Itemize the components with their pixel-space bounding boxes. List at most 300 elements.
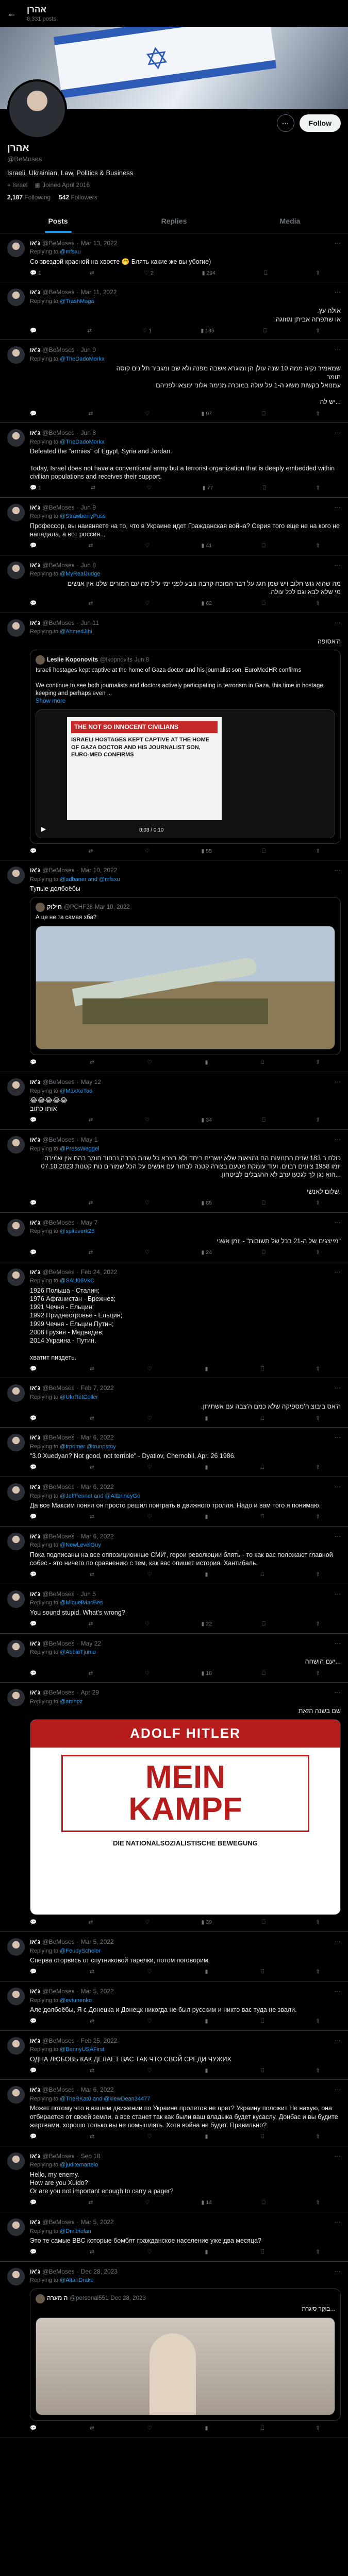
reply-button[interactable] <box>30 1571 38 1579</box>
retweet-button[interactable] <box>90 2133 96 2141</box>
like-button[interactable] <box>146 485 153 492</box>
tweet-date[interactable]: Mar 6, 2022 <box>80 2086 114 2094</box>
views-button[interactable]: ▮ 294 <box>202 269 216 276</box>
share-button[interactable] <box>316 270 320 277</box>
tweet-date[interactable]: Mar 6, 2022 <box>80 1483 114 1490</box>
tweet-date[interactable]: Jun 11 <box>80 619 99 626</box>
tweet[interactable] <box>0 613 348 860</box>
show-more-link[interactable]: Show more <box>36 698 66 704</box>
more-icon[interactable]: ⋯ <box>335 503 341 511</box>
like-button[interactable] <box>145 543 151 550</box>
author-name[interactable]: ג'אוּ <box>30 561 41 569</box>
share-button[interactable] <box>316 600 320 607</box>
share-button[interactable] <box>316 485 320 492</box>
reply-button[interactable] <box>30 1249 38 1257</box>
like-button[interactable] <box>147 2067 153 2075</box>
share-button[interactable] <box>316 1059 320 1066</box>
views-button[interactable] <box>205 1969 210 1976</box>
tweet[interactable] <box>0 340 348 423</box>
more-icon[interactable]: ⋯ <box>335 2267 341 2275</box>
more-icon[interactable]: ⋯ <box>335 619 341 626</box>
share-button[interactable] <box>316 2018 320 2025</box>
tweet-date[interactable]: May 1 <box>80 1136 98 1144</box>
like-button[interactable] <box>147 1464 153 1471</box>
retweet-button[interactable] <box>87 328 93 335</box>
author-name[interactable]: ג'אוּ <box>30 1987 41 1995</box>
tweet[interactable] <box>0 1932 348 1981</box>
retweet-button[interactable] <box>90 1059 96 1066</box>
like-button[interactable] <box>147 1059 153 1066</box>
avatar[interactable] <box>7 1384 25 1402</box>
author-name[interactable]: ג'אוּ <box>30 1689 41 1697</box>
retweet-button[interactable] <box>90 1366 96 1373</box>
tweet-date[interactable]: Apr 29 <box>80 1689 99 1697</box>
avatar[interactable] <box>7 429 25 447</box>
views-button[interactable]: ▮ 62 <box>201 600 212 607</box>
bookmark-button[interactable] <box>261 1366 264 1373</box>
views-button[interactable]: ▮ 24 <box>201 1249 212 1256</box>
like-button[interactable] <box>145 1670 151 1677</box>
tweet[interactable] <box>0 1584 348 1634</box>
avatar[interactable] <box>7 2153 25 2170</box>
bookmark-button[interactable] <box>262 543 265 550</box>
views-button[interactable]: ▮ 34 <box>201 1117 212 1124</box>
tweet-date[interactable]: Jun 5 <box>80 1590 96 1598</box>
tweet[interactable] <box>0 2080 348 2146</box>
tweet-date[interactable]: Jun 8 <box>80 561 96 569</box>
bookmark-button[interactable] <box>262 1621 265 1628</box>
retweet-button[interactable] <box>90 1969 96 1976</box>
book-cover-image[interactable]: ADOLF HITLER MEIN KAMPF DIE NATIONALSOZIALISTISCHE BEWEGUNG <box>30 1719 341 1915</box>
tweet-date[interactable]: Jun 9 <box>80 346 96 354</box>
retweet-button[interactable] <box>91 485 97 492</box>
bookmark-button[interactable] <box>261 1514 264 1521</box>
retweet-button[interactable] <box>90 2249 96 2256</box>
reply-button[interactable]: 💬 1 <box>30 485 41 492</box>
avatar[interactable] <box>7 1988 25 2005</box>
author-name[interactable]: ג'אוּ <box>30 239 41 247</box>
views-button[interactable]: ▮ 18 <box>201 1670 212 1676</box>
tweet[interactable] <box>0 1981 348 2031</box>
retweet-button[interactable] <box>88 848 94 855</box>
share-button[interactable] <box>316 2249 320 2256</box>
views-button[interactable]: ▮ 97 <box>201 410 212 417</box>
more-icon[interactable]: ⋯ <box>335 2152 341 2160</box>
bookmark-button[interactable] <box>263 328 267 335</box>
author-name[interactable]: ג'אוּ <box>30 429 41 437</box>
tweet-date[interactable]: Mar 5, 2022 <box>80 1987 114 1995</box>
author-name[interactable]: ג'אוּ <box>30 2037 41 2044</box>
bookmark-button[interactable] <box>261 1464 264 1471</box>
share-button[interactable] <box>316 848 320 855</box>
share-button[interactable] <box>316 2425 320 2432</box>
quoted-post[interactable] <box>30 2289 341 2421</box>
avatar[interactable] <box>7 346 25 364</box>
reply-button[interactable] <box>30 1514 38 1521</box>
tweet[interactable] <box>0 1072 348 1130</box>
share-button[interactable] <box>316 1249 320 1257</box>
author-name[interactable]: ג'אוּ <box>30 346 41 354</box>
more-icon[interactable]: ⋯ <box>335 1434 341 1442</box>
reply-button[interactable] <box>30 1464 38 1471</box>
tweet[interactable] <box>0 2212 348 2262</box>
author-name[interactable]: ג'אוּ <box>30 1434 41 1442</box>
tweet[interactable] <box>0 1683 348 1932</box>
views-button[interactable]: ▮ 135 <box>201 327 214 334</box>
more-icon[interactable]: ⋯ <box>335 1136 341 1144</box>
quoted-video[interactable] <box>36 709 335 838</box>
tweet[interactable] <box>0 498 348 555</box>
like-button[interactable] <box>145 1200 151 1207</box>
tweet[interactable] <box>0 1378 348 1428</box>
reply-button[interactable] <box>30 1059 38 1066</box>
share-button[interactable] <box>316 2199 320 2207</box>
avatar[interactable] <box>7 2037 25 2055</box>
retweet-button[interactable] <box>88 1200 94 1207</box>
more-icon[interactable]: ⋯ <box>335 1483 341 1490</box>
retweet-button[interactable] <box>88 1919 94 1926</box>
play-icon[interactable]: ▶ <box>41 825 46 833</box>
reply-button[interactable] <box>30 2249 38 2256</box>
more-options-icon[interactable]: ⋯ <box>277 114 294 132</box>
like-button[interactable] <box>147 1514 153 1521</box>
bookmark-button[interactable] <box>261 2018 264 2025</box>
more-icon[interactable]: ⋯ <box>335 1532 341 1540</box>
views-button[interactable] <box>205 1571 210 1579</box>
like-button[interactable] <box>147 1415 153 1422</box>
reply-button[interactable] <box>30 1117 38 1124</box>
share-button[interactable] <box>316 1366 320 1373</box>
share-button[interactable] <box>316 543 320 550</box>
like-button[interactable] <box>147 2133 153 2141</box>
like-button[interactable] <box>145 411 151 418</box>
bookmark-button[interactable] <box>261 2133 264 2141</box>
author-name[interactable]: ג'אוּ <box>30 1218 41 1226</box>
avatar[interactable] <box>7 1590 25 1608</box>
retweet-button[interactable] <box>88 543 94 550</box>
bookmark-button[interactable] <box>262 1670 265 1677</box>
share-button[interactable] <box>316 2133 320 2141</box>
like-button[interactable]: ♡ 1 <box>142 327 152 334</box>
bookmark-button[interactable] <box>262 600 265 607</box>
views-button[interactable]: ▮ 85 <box>201 1200 212 1207</box>
tweet-date[interactable]: May 12 <box>80 1078 101 1086</box>
tweet-date[interactable]: Jun 9 <box>80 503 96 511</box>
more-icon[interactable]: ⋯ <box>335 1384 341 1392</box>
like-button[interactable] <box>145 1249 151 1257</box>
views-button[interactable] <box>205 1514 210 1521</box>
views-button[interactable]: ▮ 77 <box>202 485 213 492</box>
reply-button[interactable] <box>30 600 38 607</box>
author-name[interactable]: ג'אוּ <box>30 1532 41 1540</box>
reply-button[interactable] <box>30 2199 38 2207</box>
bookmark-button[interactable] <box>264 270 267 277</box>
bookmark-button[interactable] <box>262 411 265 418</box>
views-button[interactable] <box>205 1464 210 1471</box>
like-button[interactable] <box>147 1366 153 1373</box>
views-button[interactable] <box>205 1415 210 1422</box>
author-name[interactable]: ג'אוּ <box>30 1078 41 1086</box>
tweet-date[interactable]: May 7 <box>80 1218 98 1226</box>
avatar[interactable] <box>7 240 25 257</box>
tweet-date[interactable]: Mar 13, 2022 <box>80 239 118 247</box>
tweet[interactable] <box>0 1634 348 1683</box>
quoted-post[interactable] <box>30 897 341 1055</box>
avatar[interactable] <box>7 867 25 884</box>
author-name[interactable]: ג'אוּ <box>30 2218 41 2226</box>
bookmark-button[interactable] <box>261 2067 264 2075</box>
share-button[interactable] <box>316 1415 320 1422</box>
avatar[interactable] <box>7 1483 25 1501</box>
share-button[interactable] <box>316 1117 320 1124</box>
avatar[interactable] <box>7 1938 25 1956</box>
reply-button[interactable] <box>30 1366 38 1373</box>
retweet-button[interactable] <box>90 1464 96 1471</box>
more-icon[interactable]: ⋯ <box>335 1268 341 1276</box>
author-name[interactable]: ג'אוּ <box>30 503 41 511</box>
more-icon[interactable]: ⋯ <box>335 867 341 874</box>
views-button[interactable]: ▮ 41 <box>201 543 212 549</box>
tweet[interactable] <box>0 1262 348 1379</box>
tweet-date[interactable]: Feb 25, 2022 <box>80 2037 118 2044</box>
tweet[interactable] <box>0 1527 348 1584</box>
more-icon[interactable]: ⋯ <box>335 289 341 296</box>
back-arrow-icon[interactable]: ← <box>7 8 16 19</box>
tweet-date[interactable]: Feb 7, 2022 <box>80 1384 114 1392</box>
bookmark-button[interactable] <box>262 1249 265 1257</box>
retweet-button[interactable] <box>90 2018 96 2025</box>
like-button[interactable] <box>147 2249 153 2256</box>
tweet[interactable] <box>0 2262 348 2437</box>
share-button[interactable] <box>316 1919 320 1926</box>
like-button[interactable]: ♡ 2 <box>144 269 154 276</box>
more-icon[interactable]: ⋯ <box>335 1639 341 1647</box>
bookmark-button[interactable] <box>262 1117 265 1124</box>
more-icon[interactable]: ⋯ <box>335 1078 341 1086</box>
more-icon[interactable]: ⋯ <box>335 1987 341 1995</box>
bookmark-button[interactable] <box>262 1919 265 1926</box>
like-button[interactable] <box>147 1969 153 1976</box>
author-name[interactable]: ג'אוּ <box>30 1938 41 1946</box>
tweet-date[interactable]: Feb 24, 2022 <box>80 1268 118 1276</box>
share-button[interactable] <box>316 1200 320 1207</box>
more-icon[interactable]: ⋯ <box>335 1689 341 1697</box>
tweet-date[interactable]: Mar 11, 2022 <box>80 289 117 296</box>
retweet-button[interactable] <box>88 1621 94 1628</box>
tweet-date[interactable]: Sep 18 <box>80 2152 101 2160</box>
reply-button[interactable] <box>30 1670 38 1677</box>
retweet-button[interactable] <box>90 1571 96 1579</box>
tweet-date[interactable]: Mar 6, 2022 <box>80 1434 114 1442</box>
retweet-button[interactable] <box>88 600 94 607</box>
like-button[interactable] <box>147 1571 153 1579</box>
views-button[interactable]: ▮ 22 <box>201 1620 212 1627</box>
share-button[interactable] <box>316 1514 320 1521</box>
retweet-button[interactable] <box>88 2199 94 2207</box>
avatar[interactable] <box>7 79 67 139</box>
tweet[interactable] <box>0 282 348 340</box>
more-icon[interactable]: ⋯ <box>335 429 341 437</box>
author-name[interactable]: ג'אוּ <box>30 867 41 874</box>
like-button[interactable] <box>145 2199 151 2207</box>
more-icon[interactable]: ⋯ <box>335 346 341 354</box>
views-button[interactable] <box>205 2425 210 2432</box>
reply-button[interactable] <box>30 1969 38 1976</box>
retweet-button[interactable] <box>90 1514 96 1521</box>
reply-button[interactable] <box>30 2067 38 2075</box>
reply-button[interactable] <box>30 328 38 335</box>
tweet-date[interactable]: Dec 28, 2023 <box>80 2267 118 2275</box>
share-button[interactable] <box>316 2067 320 2075</box>
views-button[interactable] <box>205 2249 210 2256</box>
tweet-date[interactable]: Mar 6, 2022 <box>80 1532 114 1540</box>
bookmark-button[interactable] <box>261 1415 264 1422</box>
views-button[interactable] <box>205 1059 210 1066</box>
tweet-date[interactable]: May 22 <box>80 1639 101 1647</box>
author-name[interactable]: ג'אוּ <box>30 1384 41 1392</box>
tab-media[interactable]: Media <box>279 216 301 225</box>
more-icon[interactable]: ⋯ <box>335 1938 341 1946</box>
retweet-button[interactable] <box>88 411 94 418</box>
tab-replies[interactable]: Replies <box>161 216 187 225</box>
more-icon[interactable]: ⋯ <box>335 2086 341 2094</box>
avatar[interactable] <box>7 1078 25 1096</box>
quoted-post[interactable] <box>30 650 341 844</box>
share-button[interactable] <box>316 1464 320 1471</box>
tweet[interactable] <box>0 1130 348 1213</box>
like-button[interactable] <box>145 600 151 607</box>
avatar[interactable] <box>7 2086 25 2104</box>
author-name[interactable]: ג'אוּ <box>30 1268 41 1276</box>
avatar[interactable] <box>7 2218 25 2236</box>
author-name[interactable]: ג'אוּ <box>30 1483 41 1490</box>
retweet-button[interactable] <box>90 1415 96 1422</box>
author-name[interactable]: ג'אוּ <box>30 1639 41 1647</box>
share-button[interactable] <box>316 1969 320 1976</box>
tweet-date[interactable]: Mar 5, 2022 <box>80 1938 114 1946</box>
follow-button[interactable]: Follow <box>300 114 341 132</box>
views-button[interactable]: ▮ 14 <box>201 2199 212 2206</box>
like-button[interactable] <box>147 2425 153 2432</box>
reply-button[interactable] <box>30 2425 38 2432</box>
like-button[interactable] <box>145 848 151 855</box>
bookmark-button[interactable] <box>261 1059 264 1066</box>
tweet[interactable] <box>0 1477 348 1527</box>
avatar[interactable] <box>7 289 25 306</box>
avatar[interactable] <box>7 1268 25 1286</box>
tweet-date[interactable]: Mar 10, 2022 <box>80 867 118 874</box>
views-button[interactable] <box>205 2067 210 2075</box>
retweet-button[interactable] <box>88 1117 94 1124</box>
reply-button[interactable] <box>30 1415 38 1422</box>
followers-link[interactable]: 542 Followers <box>59 194 97 201</box>
bookmark-button[interactable] <box>262 1200 265 1207</box>
tweet[interactable] <box>0 233 348 283</box>
more-icon[interactable]: ⋯ <box>335 2218 341 2226</box>
more-icon[interactable]: ⋯ <box>335 1218 341 1226</box>
quoted-video[interactable] <box>36 2317 335 2415</box>
views-button[interactable]: ▮ 55 <box>201 848 212 854</box>
reply-button[interactable]: 💬 1 <box>30 269 41 276</box>
avatar[interactable] <box>7 1219 25 1236</box>
reply-button[interactable] <box>30 2133 38 2141</box>
like-button[interactable] <box>145 1919 151 1926</box>
more-icon[interactable]: ⋯ <box>335 239 341 247</box>
share-button[interactable] <box>316 411 320 418</box>
like-button[interactable] <box>145 1621 151 1628</box>
reply-button[interactable] <box>30 848 38 855</box>
avatar[interactable] <box>7 1434 25 1451</box>
reply-button[interactable] <box>30 543 38 550</box>
share-button[interactable] <box>316 1621 320 1628</box>
views-button[interactable] <box>205 1366 210 1373</box>
avatar[interactable] <box>7 619 25 637</box>
bookmark-button[interactable] <box>261 1571 264 1579</box>
author-name[interactable]: ג'אוּ <box>30 1590 41 1598</box>
avatar[interactable] <box>7 504 25 521</box>
bookmark-button[interactable] <box>261 2249 264 2256</box>
tweet[interactable] <box>0 2031 348 2080</box>
retweet-button[interactable] <box>90 2425 96 2432</box>
tweet[interactable] <box>0 555 348 613</box>
views-button[interactable] <box>205 2133 210 2141</box>
tweet-date[interactable]: Mar 5, 2022 <box>80 2218 114 2226</box>
like-button[interactable] <box>147 2018 153 2025</box>
avatar[interactable] <box>7 1533 25 1550</box>
more-icon[interactable]: ⋯ <box>335 1590 341 1598</box>
tab-posts[interactable]: Posts <box>0 209 116 233</box>
views-button[interactable] <box>205 2018 210 2025</box>
reply-button[interactable] <box>30 2018 38 2025</box>
retweet-button[interactable] <box>88 1249 94 1257</box>
avatar[interactable] <box>7 1640 25 1657</box>
reply-button[interactable] <box>30 1919 38 1926</box>
retweet-button[interactable] <box>90 2067 96 2075</box>
avatar[interactable] <box>7 2268 25 2285</box>
more-icon[interactable]: ⋯ <box>335 2037 341 2044</box>
like-button[interactable] <box>145 1117 151 1124</box>
author-name[interactable]: ג'אוּ <box>30 2152 41 2160</box>
author-name[interactable]: ג'אוּ <box>30 2086 41 2094</box>
reply-button[interactable] <box>30 1200 38 1207</box>
tweet-date[interactable]: Jun 8 <box>80 429 96 437</box>
bookmark-button[interactable] <box>261 2425 264 2432</box>
bookmark-button[interactable] <box>263 485 266 492</box>
tweet[interactable] <box>0 423 348 498</box>
share-button[interactable] <box>316 328 320 335</box>
reply-button[interactable] <box>30 1621 38 1628</box>
retweet-button[interactable] <box>90 270 96 277</box>
author-name[interactable]: ג'אוּ <box>30 289 41 296</box>
more-icon[interactable]: ⋯ <box>335 561 341 569</box>
bookmark-button[interactable] <box>261 1969 264 1976</box>
tweet[interactable] <box>0 1428 348 1477</box>
bookmark-button[interactable] <box>262 848 265 855</box>
author-name[interactable]: ג'אוּ <box>30 2267 41 2275</box>
tweet[interactable] <box>0 1213 348 1262</box>
avatar[interactable] <box>7 1136 25 1154</box>
reply-button[interactable] <box>30 411 38 418</box>
author-name[interactable]: ג'אוּ <box>30 619 41 626</box>
author-name[interactable]: ג'אוּ <box>30 1136 41 1144</box>
avatar[interactable] <box>7 1689 25 1706</box>
tweet[interactable] <box>0 2146 348 2212</box>
avatar[interactable] <box>7 562 25 579</box>
share-button[interactable] <box>316 1670 320 1677</box>
following-link[interactable]: 2,187 Following <box>7 194 51 201</box>
missile-photo[interactable] <box>36 926 335 1049</box>
views-button[interactable]: ▮ 39 <box>201 1919 212 1926</box>
